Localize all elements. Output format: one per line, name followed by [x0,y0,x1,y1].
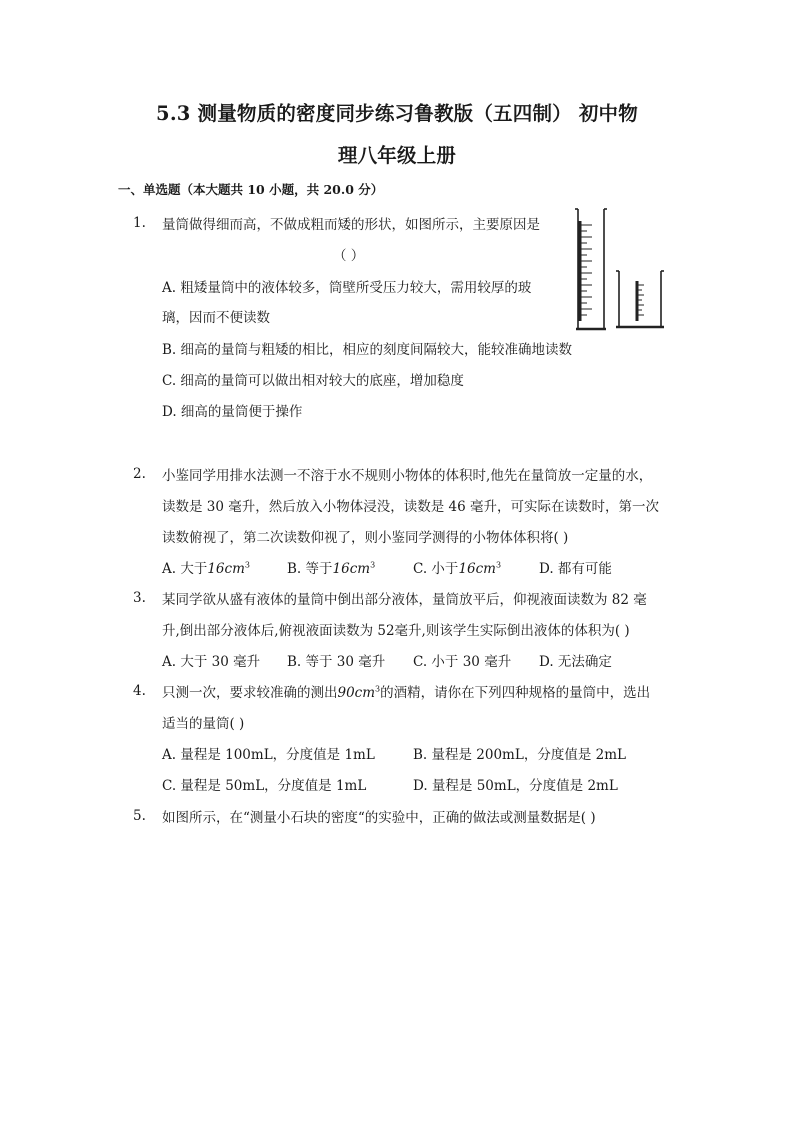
question-2-option-d[interactable] [539,557,612,577]
stem-volume-exponent: 3 [375,684,381,694]
question-1-stem: 量筒做得细而高，不做成粗而矮的形状，如图所示，主要原因是 [162,217,540,233]
question-1-number: 1. [133,215,146,231]
question-4-number: 4. [133,683,146,699]
option-value: 16cm [458,561,496,577]
section-heading: 一、单选题（本大题共 10 小题，共 20.0 分） [118,182,384,197]
question-5-stem: 如图所示，在“测量小石块的密度“的实验中，正确的做法或测量数据是( ) [162,810,596,826]
question-2-stem-line2: 读数是 30 毫升，然后放入小物体浸没，读数是 46 毫升，可实际在读数时，第一次 [162,499,660,515]
option-prefix: C. 小于 [413,561,459,577]
question-2-number: 2. [133,466,146,482]
option-exponent: 3 [495,560,502,570]
option-prefix: A. 大于 [162,561,208,577]
question-1-option-a[interactable]: A. 粗矮量筒中的液体较多，筒壁所受压力较大，需用较厚的玻 [162,280,532,296]
option-value: 16cm [332,561,371,577]
option-exponent: 3 [370,560,376,570]
option-value: 16cm [207,561,245,577]
question-4-option-b[interactable]: B. 量程是 200mL，分度值是 2mL [413,747,626,763]
question-1-option-d[interactable]: D. 细高的量筒便于操作 [162,404,303,420]
question-3-stem-line1: 某同学欲从盛有液体的量筒中倒出部分液体，量筒放平后，仰视液面读数为 82 毫 [162,592,647,608]
graduated-cylinders-figure [570,205,670,335]
question-4-option-c[interactable]: C. 量程是 50mL，分度值是 1mL [162,778,367,794]
question-3-option-d[interactable]: D. 无法确定 [539,654,612,670]
question-1-option-a-cont: 璃，因而不便读数 [162,310,270,326]
page-title-line1: 5.3 测量物质的密度同步练习鲁教版（五四制） 初中物 [156,102,638,125]
question-3-stem-line2: 升,倒出部分液体后,俯视液面读数为 52毫升,则该学生实际倒出液体的体积为( ) [162,623,630,639]
option-prefix: D. 都有可能 [539,561,612,577]
question-2-stem-line3: 读数俯视了，第二次读数仰视了，则小鉴同学测得的小物体体积将( ) [162,530,569,546]
question-2-option-a[interactable] [162,557,250,577]
question-1-option-b[interactable]: B. 细高的量筒与粗矮的相比，相应的刻度间隔较大，能较准确地读数 [162,342,573,358]
question-3-option-a[interactable]: A. 大于 30 毫升 [162,654,261,670]
question-4-stem-line2: 适当的量筒( ) [162,716,245,732]
question-2-option-b[interactable] [287,557,375,577]
question-4-option-d[interactable]: D. 量程是 50mL，分度值是 2mL [413,778,618,794]
question-2-stem-line1: 小鉴同学用排水法测一不溶于水不规则小物体的体积时,他先在量筒放一定量的水， [162,468,653,484]
option-prefix: B. 等于 [287,561,333,577]
stem-text-before: 只测一次，要求较准确的测出 [162,685,338,701]
question-2-option-c[interactable] [413,557,501,577]
stem-volume-value: 90cm [337,685,376,701]
page-title-line2: 理八年级上册 [337,144,457,167]
question-4-stem-line1 [162,681,650,701]
question-4-option-a[interactable]: A. 量程是 100mL，分度值是 1mL [162,747,375,763]
question-3-option-b[interactable]: B. 等于 30 毫升 [287,654,386,670]
stem-text-after: 的酒精，请你在下列四种规格的量筒中，选出 [380,685,651,701]
short-cylinder [616,271,664,327]
option-exponent: 3 [244,560,250,570]
question-3-option-c[interactable]: C. 小于 30 毫升 [413,654,512,670]
question-1-option-c[interactable]: C. 细高的量筒可以做出相对较大的底座，增加稳度 [162,373,464,389]
question-1-answer-blank: （ ） [333,248,365,264]
question-5-number: 5. [133,808,146,824]
question-3-number: 3. [133,590,146,606]
tall-cylinder [575,209,607,329]
